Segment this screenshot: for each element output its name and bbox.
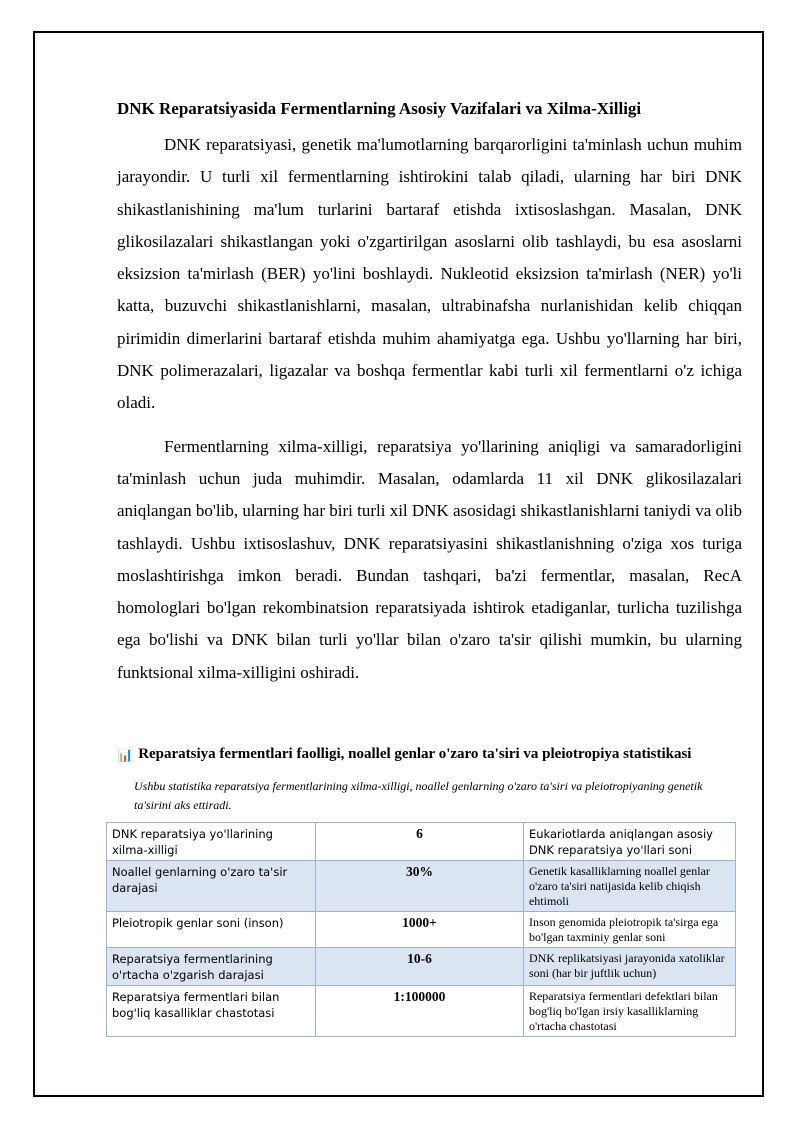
paragraph-2: Fermentlarning xilma-xilligi, reparatsiya yo'llarining aniqligi va samaradorligini ta'minlash uchun juda muhimdir. Masalan, odamlarda 11 xil DNK glikosilazalari aniqlangan bo'lib, ularning har biri turli xil DNK asosidagi shikastlanishlarni taniydi va olib tashlaydi. Ushbu ixtisoslashuv, DNK reparatsiyasini shikastlanishning o'ziga xos turiga moslashtirishga imkon beradi. Bundan tashqari, ba'zi fermentlar, masalan, RecA homologlari bo'lgan rekombinatsion reparatsiyada ishtirok etadiganlar, turlicha tuzilishga ega bo'lishi va DNK bilan turli yo'llar bilan o'zaro ta'sir qilishi mumkin, bu ularning funktsional xilma-xilligini oshiradi. [117,436,742,682]
row-value: 1:100000 [315,986,523,1037]
row-label: Reparatsiya fermentlarining o'rtacha o'zgarish darajasi [107,948,316,986]
row-label: Noallel genlarning o'zaro ta'sir darajasi [107,861,316,912]
row-note: DNK replikatsiyasi jarayonida xatoliklar soni (har bir juftlik uchun) [523,948,735,986]
row-value: 30% [315,861,523,912]
table-row [107,912,736,948]
row-note: Eukariotlarda aniqlangan asosiy DNK reparatsiya yo'llari soni [523,823,735,861]
row-value: 10-6 [315,948,523,986]
table-row [107,948,736,986]
row-label: Reparatsiya fermentlari bilan bog'liq kasalliklar chastotasi [107,986,316,1037]
row-note: Reparatsiya fermentlari defektlari bilan bog'liq bo'lgan irsiy kasalliklarning o'rtacha chastotasi [523,986,735,1037]
row-note: Genetik kasalliklarning noallel genlar o'zaro ta'siri natijasida kelib chiqish ehtimoli [523,861,735,912]
row-note: Inson genomida pleiotropik ta'sirga ega bo'lgan taxminiy genlar soni [523,912,735,948]
row-value: 6 [315,823,523,861]
document-body [117,97,742,689]
row-label: Pleiotropik genlar soni (inson) [107,912,316,948]
row-label: DNK reparatsiya yo'llarining xilma-xilligi [107,823,316,861]
document-heading: DNK Reparatsiyasida Fermentlarning Asosiy Vazifalari va Xilma-Xilligi [117,99,642,118]
table-row [107,823,736,861]
statistics-title-text: Reparatsiya fermentlari faolligi, noallel genlar o'zaro ta'siri va pleiotropiya statistikasi [138,746,692,762]
paragraph-1: DNK reparatsiyasi, genetik ma'lumotlarning barqarorligini ta'minlash uchun muhim jarayondir. U turli xil fermentlarning ishtirokini talab qiladi, ularning har biri DNK shikastlanishining ma'lum turlarini bartaraf etishda ixtisoslashgan. Masalan, DNK glikosilazalari shikastlangan yoki o'zgartirilgan asoslarni olib tashlaydi, bu esa asoslarni eksizsion ta'mirlash (BER) yo'lini boshlaydi. Nukleotid eksizsion ta'mirlash (NER) yo'li katta, buzuvchi shikastlanishlarni, masalan, ultrabinafsha nurlanishidan kelib chiqqan pirimidin dimerlarini bartaraf etishda muhim ahamiyatga ega. Ushbu yo'llarning har biri, DNK polimerazalari, ligazalar va boshqa fermentlar kabi turli xil fermentlarni o'z ichiga oladi. [117,135,742,413]
statistics-description: Ushbu statistika reparatsiya fermentlarining xilma-xilligi, noallel genlarning o'zaro ta'siri va pleiotropiyaning genetik ta'sirini aks ettiradi. [134,779,703,812]
table-row [107,861,736,912]
row-value: 1000+ [315,912,523,948]
table-row [107,986,736,1037]
bar-chart-icon: 📊 [117,746,134,762]
statistics-title [117,746,757,763]
statistics-table [106,822,736,1037]
